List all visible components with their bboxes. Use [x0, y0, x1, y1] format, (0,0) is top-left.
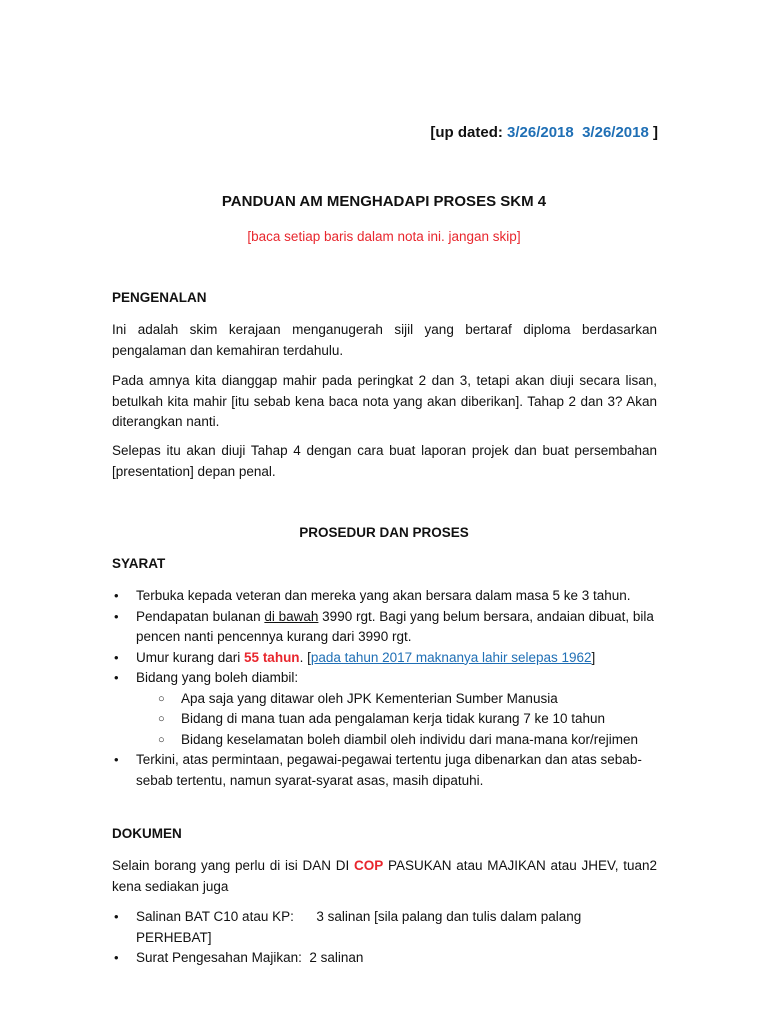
list-item	[112, 586, 657, 607]
heading-syarat: SYARAT	[112, 556, 166, 571]
bidang-item-2: Bidang di mana tuan ada pengalaman kerja tidak kurang 7 ke 10 tahun	[181, 711, 606, 726]
document-title: PANDUAN AM MENGHADAPI PROSES SKM 4	[221, 193, 547, 210]
dokumen-intro-a: Selain borang yang perlu di isi DAN DI	[112, 858, 354, 873]
updated-prefix: [up dated:	[430, 124, 508, 141]
pengenalan-paragraph-3: Selepas itu akan diuji Tahap 4 dengan cara buat laporan projek dan buat persembahan [presentation] depan penal.	[112, 443, 657, 479]
update-date-1: 3/26/2018	[507, 124, 574, 141]
syarat-item-2b: 3990 rgt. Bagi yang belum bersara, andaian dibuat, bila pencen nanti pencennya kurang dari 3990 rgt.	[136, 608, 654, 644]
dokumen-intro	[112, 856, 657, 897]
list-item	[112, 750, 657, 791]
dokumen-item-1: Salinan BAT C10 atau KP: 3 salinan [sila palang dan tulis dalam palang PERHEBAT]	[136, 909, 586, 945]
dokumen-intro-b: PASUKAN atau MAJIKAN atau JHEV, tuan2 kena sediakan juga	[112, 858, 657, 894]
syarat-item-3c: ]	[591, 649, 596, 665]
syarat-item-4: Bidang yang boleh diambil:	[136, 670, 299, 685]
bidang-sublist	[136, 689, 657, 751]
heading-pengenalan: PENGENALAN	[112, 290, 207, 305]
updated-suffix: ]	[648, 124, 658, 141]
sub-list-item	[136, 730, 657, 751]
syarat-item-3a: Umur kurang dari	[136, 649, 245, 665]
list-item	[112, 948, 657, 969]
heading-prosedur: PROSEDUR DAN PROSES	[299, 525, 469, 540]
list-item	[112, 648, 657, 669]
heading-dokumen: DOKUMEN	[112, 826, 182, 841]
syarat-item-2a: Pendapatan bulanan	[136, 608, 265, 624]
document-subtitle: [baca setiap baris dalam nota ini. jangan skip]	[247, 229, 521, 244]
bidang-item-3: Bidang keselamatan boleh diambil oleh individu dari mana-mana kor/rejimen	[181, 731, 639, 747]
age-limit-highlight: 55 tahun	[244, 649, 300, 665]
cop-highlight: COP	[353, 858, 384, 873]
syarat-item-1: Terbuka kepada veteran dan mereka yang akan bersara dalam masa 5 ke 3 tahun.	[136, 588, 631, 603]
update-date-2: 3/26/2018	[582, 124, 649, 141]
list-item	[112, 607, 657, 648]
dokumen-item-2: Surat Pengesahan Majikan: 2 salinan	[136, 950, 364, 965]
birth-year-link[interactable]: pada tahun 2017 maknanya lahir selepas 1962	[310, 649, 592, 665]
pengenalan-paragraph-1: Ini adalah skim kerajaan menganugerah sijil yang bertaraf diploma berdasarkan pengalaman dan kemahiran terdahulu.	[112, 322, 657, 358]
dokumen-list	[112, 907, 657, 969]
syarat-list	[112, 586, 657, 791]
syarat-item-3b: . [	[299, 649, 311, 665]
bidang-item-1: Apa saja yang ditawar oleh JPK Kementerian Sumber Manusia	[181, 690, 558, 706]
update-stamp	[430, 124, 658, 141]
syarat-item-5: Terkini, atas permintaan, pegawai-pegawai tertentu juga dibenarkan dan atas sebab-sebab tertentu, namun syarat-syarat asas, masih dipatuhi.	[136, 752, 642, 788]
list-item	[112, 907, 657, 948]
syarat-item-2-underlined: di bawah	[264, 608, 319, 624]
sub-list-item	[136, 689, 657, 710]
sub-list-item	[136, 709, 657, 730]
list-item	[112, 668, 657, 750]
pengenalan-paragraph-2: Pada amnya kita dianggap mahir pada peringkat 2 dan 3, tetapi akan diuji secara lisan, betulkah kita mahir [itu sebab kena baca nota yang akan diberikan]. Tahap 2 dan 3? Akan diterangkan nanti.	[112, 373, 657, 429]
